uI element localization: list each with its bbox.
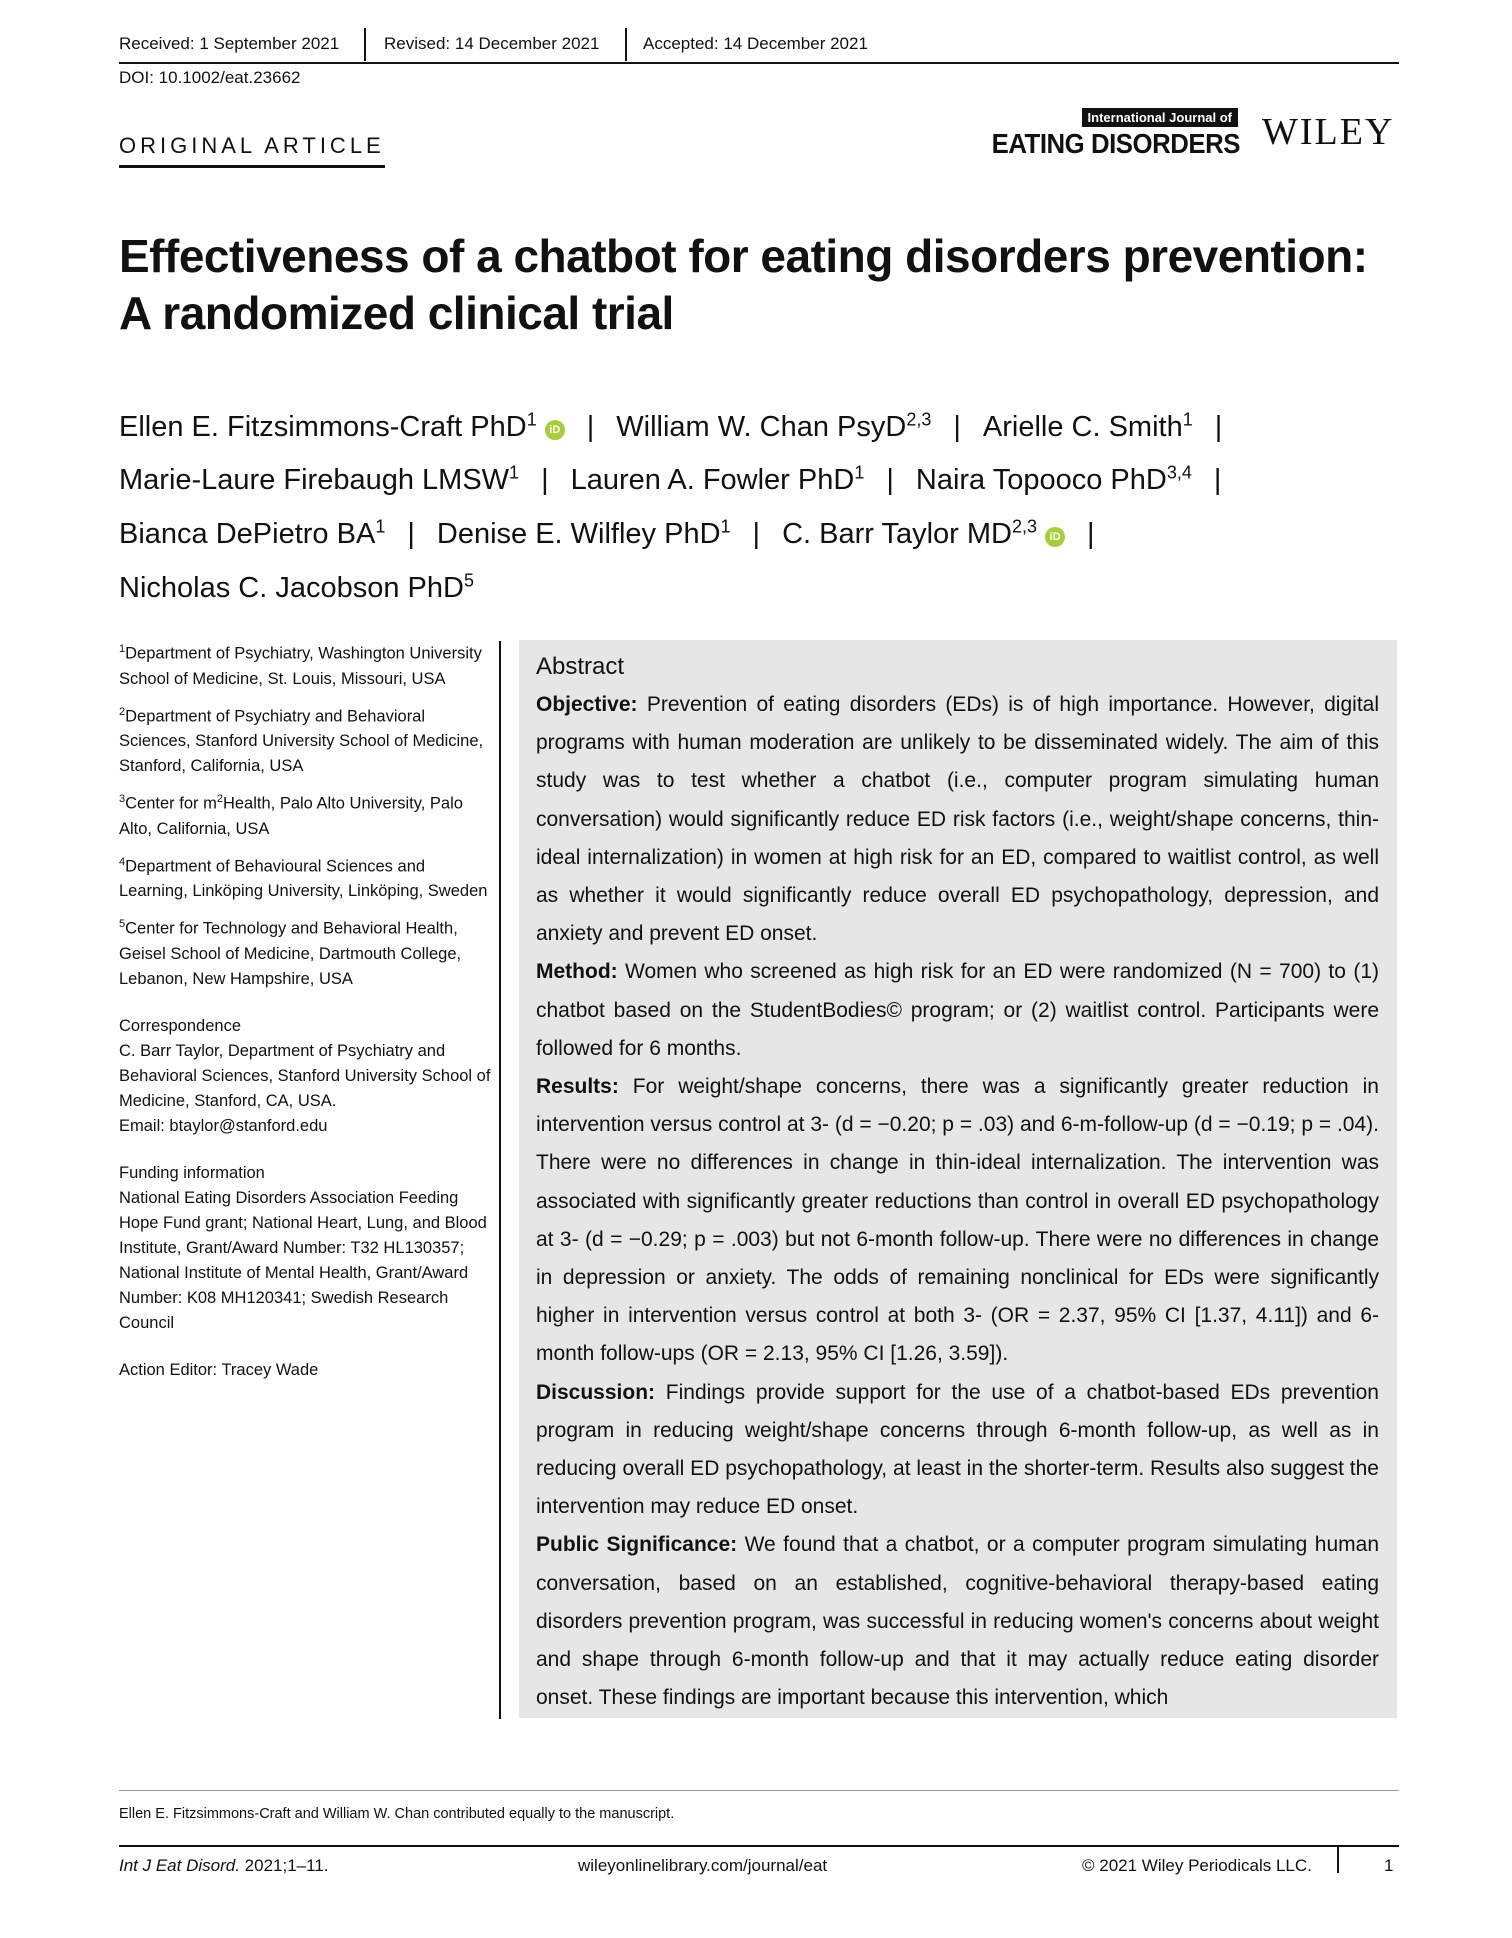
abstract-significance: Public Significance: We found that a chatbot, or a computer program simulating human conversation, based on an established, cognitive-behavioral therapy-based eating disorders prevention program, was successful in reducing women's concerns about weight and shape through 6-month follow-up and that it may actually reduce eating disorder onset. These findings are important because this intervention, which	[536, 1533, 1379, 1710]
author-line	[119, 557, 1399, 611]
funding-heading: Funding information	[119, 1163, 265, 1182]
author[interactable]: William W. Chan PsyD$^{2,3}$	[616, 409, 932, 443]
page-number: 1	[1384, 1856, 1394, 1875]
divider	[364, 28, 366, 61]
author[interactable]: Nicholas C. Jacobson PhD$^5$	[119, 569, 474, 604]
author[interactable]: Arielle C. Smith$^1$	[982, 409, 1193, 443]
action-editor: Action Editor: Tracey Wade	[119, 1360, 319, 1379]
separator: |	[886, 464, 894, 497]
funding-text: National Eating Disorders Association Feeding Hope Fund grant; National Heart, Lung, and Blood Institute, Grant/Award Number: T32 HL130357; National Institute of Mental Health, Grant/Award Number: K08 MH120341; Swedish Research Council	[119, 1188, 487, 1332]
title-line: Effectiveness of a chatbot for eating disorders prevention:	[119, 230, 1368, 282]
separator: |	[586, 410, 595, 443]
dates-bar	[119, 28, 1399, 64]
journal-url[interactable]: wileyonlinelibrary.com/journal/eat	[578, 1856, 828, 1875]
footnote: Ellen E. Fitzsimmons-Craft and William W. Chan contributed equally to the manuscript.	[119, 1806, 675, 1822]
correspondence-text: C. Barr Taylor, Department of Psychiatry and Behavioral Sciences, Stanford University School of Medicine, Stanford, CA, USA.	[119, 1041, 491, 1110]
divider	[1337, 1847, 1339, 1873]
separator: |	[407, 517, 415, 550]
received-date: Received: 1 September 2021	[119, 34, 340, 53]
affiliation: $^1$Department of Psychiatry, Washington University School of Medicine, St. Louis, Missouri, USA	[119, 643, 482, 688]
author[interactable]: Naira Topooco PhD$^{3,4}$	[915, 462, 1192, 497]
accepted-date: Accepted: 14 December 2021	[643, 34, 868, 53]
author-line	[119, 450, 1399, 504]
article-title	[119, 228, 1399, 342]
author[interactable]: Lauren A. Fowler PhD$^1$	[570, 462, 865, 497]
author[interactable]: Ellen E. Fitzsimmons-Craft PhD$^1$	[119, 409, 537, 443]
column-divider	[499, 641, 501, 1719]
author[interactable]: Denise E. Wilfley PhD$^1$	[436, 516, 731, 550]
article-type: ORIGINAL ARTICLE	[119, 133, 385, 168]
title-line: A randomized clinical trial	[119, 287, 674, 339]
abstract-objective: Objective: Prevention of eating disorders (EDs) is of high importance. However, digital programs with human moderation are unlikely to be disseminated widely. The aim of this study was to test whether a chatbot (i.e., computer program simulating human conversation) would significantly reduce ED risk factors (i.e., weight/shape concerns, thin-ideal internalization) in women at high risk for an ED, compared to waitlist control, as well as whether it would significantly reduce overall ED psychopathology, depression, and anxiety and prevent ED onset.	[536, 693, 1379, 946]
affiliation: $^5$Center for Technology and Behavioral Health, Geisel School of Medicine, Dartmouth College, Lebanon, New Hampshire, USA	[119, 918, 462, 988]
separator: |	[1214, 410, 1223, 443]
doi[interactable]: DOI: 10.1002/eat.23662	[119, 68, 301, 87]
separator: |	[752, 517, 761, 550]
sidebar-info	[119, 637, 495, 1383]
correspondence-heading: Correspondence	[119, 1016, 241, 1035]
author[interactable]: Marie-Laure Firebaugh LMSW$^1$	[119, 462, 520, 497]
copyright: © 2021 Wiley Periodicals LLC.	[1082, 1856, 1312, 1875]
correspondence-email[interactable]: Email: btaylor@stanford.edu	[119, 1116, 328, 1135]
affiliation: $^3$Center for $m^2Health$, Palo Alto University, Palo Alto, California, USA	[119, 793, 463, 838]
footer-rule	[119, 1845, 1399, 1847]
citation: Int J Eat Disord. 2021;1–11.	[119, 1856, 329, 1875]
journal-logo	[980, 108, 1240, 160]
abstract-heading: Abstract	[536, 653, 625, 680]
orcid-icon[interactable]: iD	[1045, 527, 1065, 547]
separator: |	[953, 410, 961, 443]
journal-tag: International Journal of	[1082, 108, 1238, 127]
separator: |	[541, 464, 549, 497]
author-line	[119, 503, 1399, 557]
author[interactable]: C. Barr Taylor MD$^{2,3}$	[782, 516, 1038, 550]
abstract-method: Method: Women who screened as high risk for an ED were randomized (N = 700) to (1) chatbot based on the StudentBodies© program; or (2) waitlist control. Participants were followed for 6 months.	[536, 960, 1379, 1060]
affiliation: $^2$Department of Psychiatry and Behavioral Sciences, Stanford University School of Medicine, Stanford, California, USA	[119, 705, 484, 775]
author-list	[119, 396, 1399, 611]
separator: |	[1087, 517, 1095, 550]
abstract-discussion: Discussion: Findings provide support for the use of a chatbot-based EDs prevention program in reducing weight/shape concerns through 6-month follow-up, as well as in reducing overall ED psychopathology, at least in the shorter-term. Results also suggest the intervention may reduce ED onset.	[536, 1380, 1379, 1519]
publisher-logo: WILEY	[1262, 111, 1395, 153]
revised-date: Revised: 14 December 2021	[384, 34, 600, 53]
affiliation: $^4$Department of Behavioural Sciences and Learning, Linköping University, Linköping, Sweden	[119, 855, 488, 900]
separator: |	[1213, 464, 1222, 497]
author[interactable]: Bianca DePietro $BA^1$	[119, 516, 386, 550]
journal-name: EATING DISORDERS	[991, 128, 1240, 159]
orcid-icon[interactable]: iD	[545, 420, 565, 440]
abstract-box	[519, 640, 1397, 1718]
footnote-rule	[119, 1790, 1399, 1791]
abstract-results: Results: For weight/shape concerns, there was a significantly greater reduction in intervention versus control at 3- (d = −0.20; p = .03) and 6-m-follow-up (d = −0.19; p = .04). There were no differences in change in thin-ideal internalization. The intervention was associated with significantly greater reductions than control in overall ED psychopathology at 3- (d = −0.29; p = .003) but not 6-month follow-up. There were no differences in change in depression or anxiety. The odds of remaining nonclinical for EDs were significantly higher in intervention versus control at both 3- (OR = 2.37, 95% CI [1.37, 4.11]) and 6-month follow-ups (OR = 2.13, 95% CI [1.26, 3.59]).	[536, 1075, 1379, 1366]
author-line	[119, 396, 1399, 450]
divider	[625, 28, 627, 61]
